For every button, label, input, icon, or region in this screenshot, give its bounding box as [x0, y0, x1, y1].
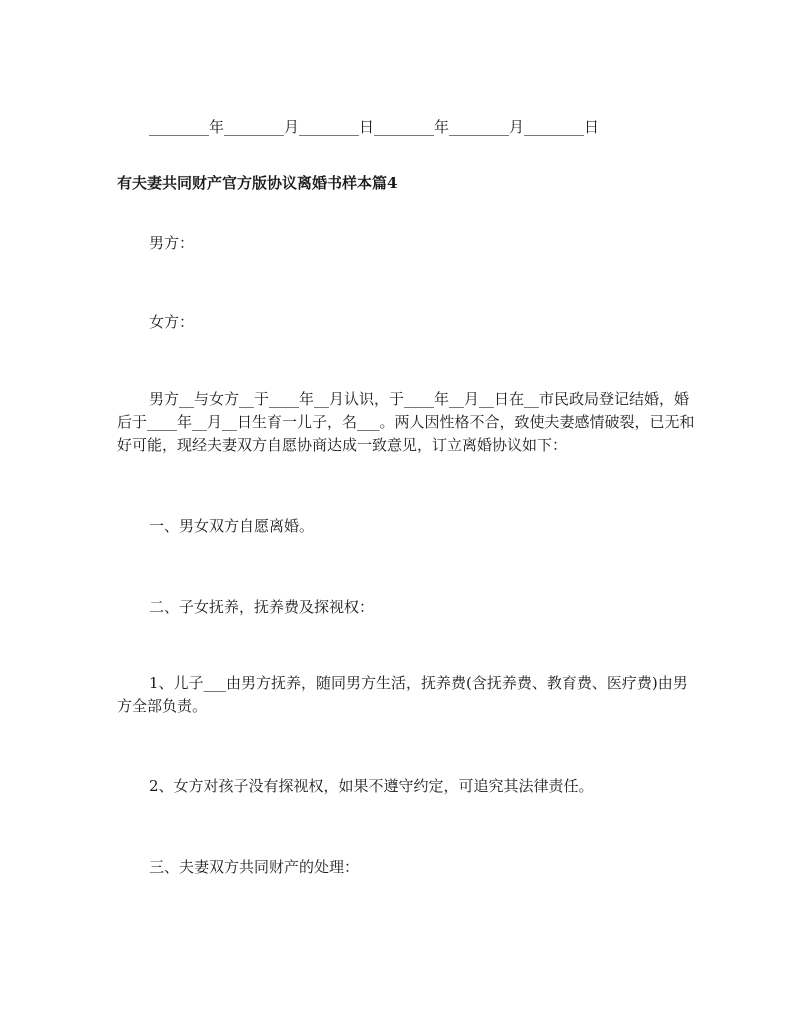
clause-1: 一、男女双方自愿离婚。: [149, 517, 315, 535]
husband-label: 男方：: [149, 234, 195, 252]
section-heading: 有夫妻共同财产官方版协议离婚书样本篇4: [117, 174, 398, 192]
clause-3: 三、夫妻双方共同财产的处理：: [149, 858, 360, 876]
wife-label: 女方：: [149, 313, 195, 331]
clause-2: 二、子女抚养，抚养费及探视权：: [149, 598, 375, 616]
intro-paragraph: 男方__与女方__于____年__月认识，于____年__月__日在__市民政局登记结婚，婚后于____年__月__日生育一儿子，名___。两人因性格不合，致使夫妻感情破裂，已无和好可能，现经夫妻双方自愿协商达成一致意见，订立离婚协议如下：: [117, 390, 695, 454]
clause-2-1: 1、儿子___由男方抚养，随同男方生活，抚养费(含抚养费、教育费、医疗费)由男方全部负责。: [117, 674, 688, 715]
clause-2-2: 2、女方对孩子没有探视权，如果不遵守约定，可追究其法律责任。: [149, 777, 594, 795]
date-line: ________年________月________日________年________月________日: [149, 118, 600, 136]
